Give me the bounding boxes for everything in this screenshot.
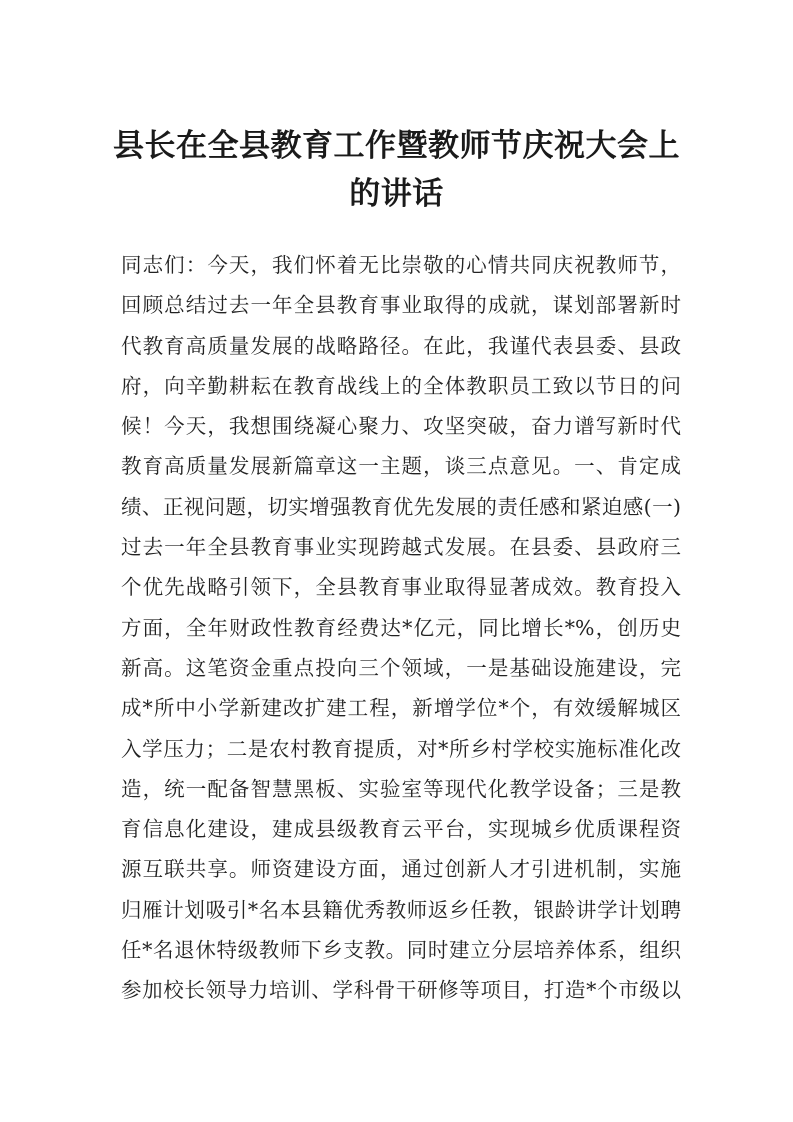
body-line: 入学压力；二是农村教育提质，对*所乡村学校实施标准化改	[121, 736, 681, 761]
body-line: 过去一年全县教育事业实现跨越式发展。在县委、县政府三	[121, 535, 681, 560]
body-line: 源互联共享。师资建设方面，通过创新人才引进机制，实施	[121, 857, 681, 882]
body-line: 参加校长领导力培训、学科骨干研修等项目，打造*个市级以	[121, 978, 681, 1003]
body-line: 归雁计划吸引*名本县籍优秀教师返乡任教，银龄讲学计划聘	[121, 897, 681, 922]
body-line: 教育高质量发展新篇章这一主题，谈三点意见。一、肯定成	[121, 454, 681, 479]
body-line: 同志们：今天，我们怀着无比崇敬的心情共同庆祝教师节，	[121, 253, 681, 277]
body-line: 新高。这笔资金重点投向三个领域，一是基础设施建设，完	[121, 655, 681, 680]
document-body	[121, 245, 681, 1011]
body-line: 造，统一配备智慧黑板、实验室等现代化教学设备；三是教	[121, 776, 681, 801]
title-line: 的讲话	[349, 176, 444, 212]
body-line: 个优先战略引领下，全县教育事业取得显著成效。教育投入	[121, 575, 681, 600]
body-line: 回顾总结过去一年全县教育事业取得的成就，谋划部署新时	[121, 293, 681, 318]
body-line: 候！今天，我想围绕凝心聚力、攻坚突破，奋力谱写新时代	[121, 414, 681, 439]
body-line: 代教育高质量发展的战略路径。在此，我谨代表县委、县政	[121, 333, 681, 358]
document-title	[100, 122, 693, 218]
body-line: 成*所中小学新建改扩建工程，新增学位*个，有效缓解城区	[121, 696, 681, 721]
body-line: 绩、正视问题，切实增强教育优先发展的责任感和紧迫感(一)	[121, 494, 681, 519]
title-line: 县长在全县教育工作暨教师节庆祝大会上	[113, 128, 680, 164]
body-line: 方面，全年财政性教育经费达*亿元，同比增长*%，创历史	[121, 615, 681, 640]
body-line: 任*名退休特级教师下乡支教。同时建立分层培养体系，组织	[121, 938, 681, 963]
body-line: 府，向辛勤耕耘在教育战线上的全体教职员工致以节日的问	[121, 373, 681, 398]
body-line: 育信息化建设，建成县级教育云平台，实现城乡优质课程资	[121, 817, 681, 842]
